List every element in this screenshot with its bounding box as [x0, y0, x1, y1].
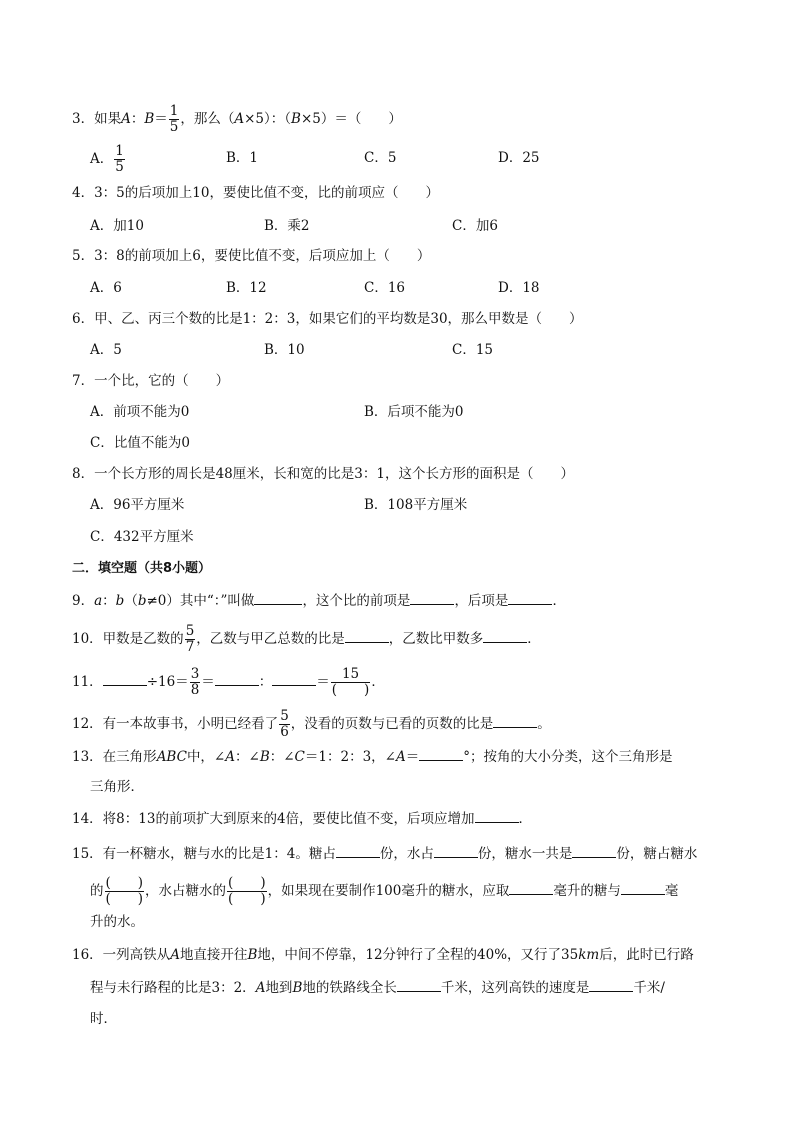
q5-option-c[interactable]: C．16 [364, 280, 406, 296]
q3-option-a[interactable] [90, 144, 126, 175]
q9-text: 9． [72, 593, 95, 609]
question-13 [72, 746, 672, 767]
answer-blank[interactable] [254, 590, 302, 605]
answer-blank[interactable] [336, 843, 380, 858]
answer-blank[interactable] [621, 880, 665, 895]
q14-text: 14．将8：13的前项扩大到原来的4倍，要使比值不变，后项应增加 [72, 811, 475, 827]
q4-option-b[interactable]: B．乘2 [264, 218, 310, 234]
q9-text: ≠0）其中“：”叫做 [146, 593, 255, 609]
q13-var: C [294, 749, 305, 765]
q9-text: （ [124, 593, 138, 609]
question-4: 4．3：5的后项加上10，要使比值不变，比的前项应（ ） [72, 185, 439, 201]
q3-option-d[interactable]: D．25 [498, 150, 540, 166]
question-7: 7．一个比，它的（ ） [72, 373, 230, 389]
fraction-numerator: 5 [185, 623, 195, 639]
q15-fraction-blank[interactable] [105, 876, 145, 907]
q13-text: ＝1：2：3，∠ [304, 749, 396, 765]
q11-fraction [190, 667, 201, 698]
q13-text: ＝ [405, 749, 420, 765]
q4-option-c[interactable]: C．加6 [452, 218, 498, 234]
q10-text: ． [527, 631, 541, 647]
q13-var: A [225, 749, 235, 765]
q13-text: 中，∠ [186, 749, 226, 765]
answer-blank[interactable] [419, 746, 463, 761]
q7-option-a[interactable]: A．前项不能为0 [90, 404, 190, 420]
fraction-numerator: 5 [280, 708, 289, 724]
answer-blank[interactable] [272, 671, 316, 686]
question-15-line-3: 升的水。 [90, 914, 144, 930]
q13-text: ：∠ [235, 749, 260, 765]
q11-text: ： [258, 674, 273, 690]
fraction-numerator: 1 [169, 103, 179, 119]
q16-text: 地到 [265, 980, 293, 996]
answer-blank[interactable] [345, 628, 389, 643]
fraction-denominator: 7 [185, 639, 195, 655]
q13-text: °；按角的大小分类，这个三角形是 [463, 749, 673, 765]
fraction-denominator: 5 [115, 159, 124, 175]
fraction-denominator: ( ) [228, 891, 266, 907]
q11-text: ． [371, 674, 385, 690]
q15-text: 的 [90, 883, 104, 899]
fraction-numerator: 3 [190, 666, 200, 682]
q5-option-d[interactable]: D．18 [498, 280, 540, 296]
q10-text: ，乙数比甲数多 [388, 631, 484, 647]
q6-option-b[interactable]: B．10 [264, 342, 305, 358]
q13-var: B [259, 749, 270, 765]
q16-text: 16．一列高铁从 [72, 947, 171, 963]
q9-text: ． [552, 593, 566, 609]
q15-text: 份，糖占糖水 [616, 846, 698, 862]
q9-var: a [94, 593, 103, 609]
question-16-line-3: 时． [90, 1011, 117, 1027]
q11-text: ＝ [316, 674, 330, 690]
q9-var: b [115, 593, 125, 609]
q15-text: 15．有一杯糖水，糖与水的比是1：4。糖占 [72, 846, 336, 862]
q3-option-c[interactable]: C．5 [364, 150, 397, 166]
q11-fraction-blank[interactable] [331, 667, 371, 698]
fraction-denominator: ( ) [331, 682, 370, 698]
answer-blank[interactable] [215, 671, 259, 686]
q16-text: 程与未行路程的比是3：2． [90, 980, 256, 996]
q3-fraction [169, 104, 180, 135]
q11-text: 11． [72, 674, 103, 690]
q8-option-b[interactable]: B．108平方厘米 [364, 497, 468, 513]
q16-text: 地的铁路线全长 [302, 980, 397, 996]
q11-text: ＝ [201, 674, 215, 690]
question-3 [72, 104, 402, 135]
q11-text: ÷16＝ [146, 674, 189, 690]
q13-text: ：∠ [269, 749, 295, 765]
q12-text: 12．有一本故事书，小明已经看了 [72, 716, 279, 732]
q3-var: A [234, 111, 245, 127]
answer-blank[interactable] [475, 808, 519, 823]
q16-var: A [170, 947, 180, 963]
q6-option-a[interactable]: A．5 [90, 342, 122, 358]
q10-fraction [185, 624, 196, 655]
question-11 [72, 667, 385, 698]
q3-var: B [291, 111, 301, 127]
q16-text: 后，此时已行路 [599, 947, 694, 963]
q16-var: A [255, 980, 266, 996]
q5-option-a[interactable]: A．6 [90, 280, 122, 296]
q9-text: ： [102, 593, 116, 609]
q9-text: ，这个比的前项是 [302, 593, 411, 609]
q7-option-b[interactable]: B．后项不能为0 [364, 404, 464, 420]
q13-var: A [395, 749, 406, 765]
q15-text: 毫升的糖与 [553, 883, 621, 899]
section-title: 二．填空题（共8小题） [72, 561, 212, 576]
q16-var: B [292, 980, 303, 996]
fraction-denominator: 6 [280, 724, 289, 740]
question-10 [72, 624, 541, 655]
answer-blank[interactable] [410, 590, 454, 605]
q8-option-a[interactable]: A．96平方厘米 [90, 497, 185, 513]
q15-text: 份，水占 [379, 846, 434, 862]
q3-text: 3．如果 [72, 111, 122, 127]
q3-text: ＝ [154, 111, 168, 127]
answer-blank[interactable] [509, 880, 553, 895]
q9-text: ，后项是 [454, 593, 509, 609]
q12-fraction [279, 709, 290, 740]
answer-blank[interactable] [493, 713, 537, 728]
question-14 [72, 808, 532, 829]
q8-option-c[interactable]: C．432平方厘米 [90, 529, 194, 545]
fraction-numerator: ( ) [105, 875, 144, 891]
answer-blank[interactable] [572, 843, 616, 858]
q15-fraction-blank[interactable] [227, 876, 267, 907]
question-9 [72, 590, 566, 611]
q9-var: b [137, 593, 147, 609]
question-8: 8．一个长方形的周长是48厘米，长和宽的比是3：1，这个长方形的面积是（ ） [72, 466, 574, 482]
option-label: A． [90, 151, 114, 167]
fraction-numerator: 1 [115, 143, 124, 159]
q3-text: ×5）：（ [244, 111, 292, 127]
q15-text: 毫 [664, 883, 679, 899]
question-5: 5．3：8的前项加上6，要使比值不变，后项应加上（ ） [72, 248, 431, 264]
q4-option-a[interactable]: A．加10 [90, 218, 144, 234]
q3-text: ×5）＝（ ） [300, 111, 402, 127]
answer-blank[interactable] [508, 590, 552, 605]
q3-text: ，那么（ [180, 111, 235, 127]
q15-text: ，水占糖水的 [145, 883, 227, 899]
q16-var: B [247, 947, 258, 963]
q3-var: B [144, 111, 155, 127]
option-fraction [114, 144, 125, 175]
q12-text: 。 [537, 716, 551, 732]
q10-text: ，乙数与甲乙总数的比是 [196, 631, 345, 647]
q15-text: 份，糖水一共是 [477, 846, 573, 862]
q13-var: ABC [156, 749, 187, 765]
q16-unit: km [578, 947, 600, 963]
fraction-numerator: ( ) [228, 875, 266, 891]
q16-text: 地，中间不停靠，12分钟行了全程的40%，又行了35 [257, 947, 579, 963]
q14-text: ． [518, 811, 533, 827]
question-13-line-2: 三角形． [90, 779, 144, 795]
q7-option-c[interactable]: C．比值不能为0 [90, 435, 190, 451]
answer-blank[interactable] [434, 843, 478, 858]
question-16-line-2 [90, 977, 665, 998]
answer-blank[interactable] [103, 671, 147, 686]
q5-option-b[interactable]: B．12 [226, 280, 267, 296]
q16-text: 千米，这列高铁的速度是 [440, 980, 590, 996]
q16-text: 地直接开往 [179, 947, 248, 963]
fraction-denominator: 5 [169, 119, 179, 135]
question-16 [72, 945, 694, 965]
fraction-denominator: ( ) [105, 891, 144, 907]
answer-blank[interactable] [483, 628, 527, 643]
q12-text: ，没看的页数与已看的页数的比是 [290, 716, 494, 732]
q15-text: ，如果现在要制作100毫升的糖水，应取 [267, 883, 510, 899]
q6-option-c[interactable]: C．15 [452, 342, 494, 358]
q3-text: ： [130, 111, 145, 127]
question-6: 6．甲、乙、丙三个数的比是1：2：3，如果它们的平均数是30，那么甲数是（ ） [72, 311, 583, 327]
q16-text: 千米/ [633, 980, 665, 996]
q13-text: 13．在三角形 [72, 749, 157, 765]
fraction-denominator: 8 [190, 682, 200, 698]
answer-blank[interactable] [397, 977, 441, 992]
q3-option-b[interactable]: B．1 [226, 150, 259, 166]
q3-var: A [121, 111, 131, 127]
question-15 [72, 843, 697, 864]
fraction-numerator: 15 [331, 667, 371, 683]
question-12 [72, 709, 551, 740]
question-15-line-2 [90, 876, 678, 907]
answer-blank[interactable] [589, 977, 633, 992]
q10-text: 10．甲数是乙数的 [72, 631, 184, 647]
